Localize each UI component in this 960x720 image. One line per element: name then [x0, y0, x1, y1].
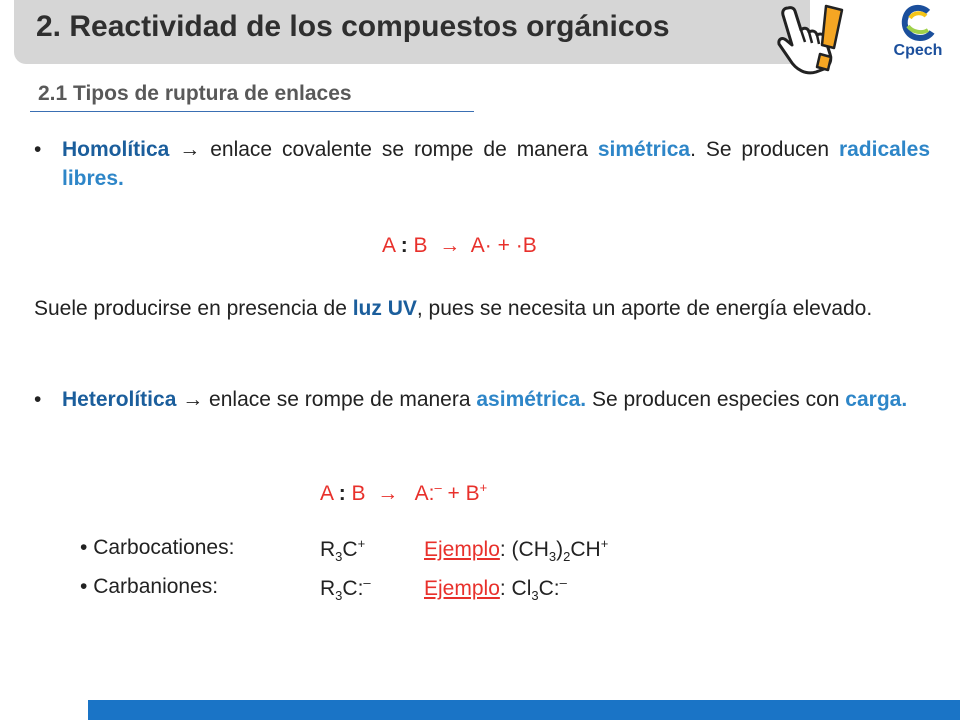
- logo-text: Cpech: [893, 42, 943, 59]
- heterolitica-arrow: →: [182, 388, 204, 411]
- ejemplo-link: Ejemplo: [424, 577, 500, 600]
- eq1-colon: :: [400, 234, 408, 257]
- subtitle-divider: [30, 111, 474, 112]
- carbaniones-example: [424, 575, 567, 603]
- bullet-marker: •: [80, 575, 88, 598]
- example-sup: –: [559, 575, 567, 590]
- heterolitica-text1: enlace se rompe de manera: [203, 388, 477, 411]
- eq2-rhs-a: A:: [414, 482, 435, 505]
- footer-bar: [88, 700, 960, 720]
- formula-sub: 3: [335, 549, 343, 565]
- example-part: CH: [570, 538, 601, 561]
- carbaniones-formula: [320, 575, 371, 603]
- ejemplo-colon: :: [499, 538, 506, 561]
- heterolysis-equation: [320, 480, 487, 506]
- homolitica-arrow: →: [179, 138, 201, 161]
- heterolitica-text2: Se producen especies con: [586, 388, 846, 411]
- eq1-plus: +: [497, 234, 510, 257]
- carbocationes-row: [80, 536, 234, 560]
- eq2-plus-sup: +: [479, 480, 488, 495]
- bullet-marker: •: [34, 388, 42, 411]
- example-sup: +: [600, 536, 609, 551]
- eq2-minus: –: [434, 480, 442, 495]
- example-part: C:: [538, 577, 560, 600]
- heterolitica-highlight-asimetrica: asimétrica.: [476, 388, 587, 411]
- homolysis-equation: [382, 234, 537, 258]
- homolitica-text2: . Se producen: [690, 138, 839, 161]
- ejemplo-colon: :: [499, 577, 506, 600]
- uv-text2: , pues se necesita un aporte de energía elevado.: [416, 297, 873, 320]
- heterolitica-paragraph: [62, 385, 930, 414]
- bullet-marker: •: [34, 138, 42, 161]
- eq2-arrow: →: [377, 482, 399, 505]
- eq1-arrow: →: [439, 234, 461, 257]
- carbocationes-formula: [320, 536, 365, 564]
- carbocationes-example: [424, 536, 608, 564]
- eq2-colon: :: [338, 482, 346, 505]
- carbaniones-label: Carbaniones:: [93, 575, 219, 598]
- eq1-rhs-b: ·B: [515, 234, 537, 257]
- eq2-rhs-b: B: [465, 482, 480, 505]
- formula-sup: –: [363, 575, 371, 590]
- example-sub: 3: [531, 588, 539, 604]
- formula-c: C: [342, 538, 358, 561]
- homolitica-term: Homolítica: [62, 138, 170, 161]
- section-subtitle: 2.1 Tipos de ruptura de enlaces: [38, 82, 352, 105]
- homolitica-paragraph: [62, 135, 930, 193]
- uv-text1: Suele producirse en presencia de: [34, 297, 353, 320]
- example-part: (CH: [505, 538, 549, 561]
- formula-c: C:: [342, 577, 364, 600]
- example-part: Cl: [505, 577, 532, 600]
- homolitica-highlight-radicales: radicales libres.: [62, 138, 931, 190]
- carbocationes-label: Carbocationes:: [93, 536, 235, 559]
- example-sub: 3: [548, 549, 557, 565]
- logo-mark-icon: [888, 4, 948, 44]
- formula-sup: +: [357, 536, 366, 551]
- slide-title: 2. Reactividad de los compuestos orgánicos: [36, 10, 670, 43]
- carbaniones-row: [80, 575, 218, 599]
- eq1-b: B: [413, 234, 428, 257]
- eq2-plus: +: [447, 482, 460, 505]
- uv-paragraph: [34, 294, 930, 323]
- eq1-rhs-a: A·: [470, 234, 492, 257]
- formula-r: R: [320, 577, 336, 600]
- heterolitica-highlight-carga: carga.: [845, 388, 908, 411]
- ejemplo-link: Ejemplo: [424, 538, 500, 561]
- uv-highlight: luz UV: [352, 297, 417, 320]
- example-sub: 2: [563, 549, 571, 565]
- eq2-a: A: [320, 482, 333, 505]
- eq2-b: B: [351, 482, 366, 505]
- bullet-marker: •: [80, 536, 88, 559]
- homolitica-highlight-simetrica: simétrica: [597, 138, 691, 161]
- formula-sub: 3: [335, 588, 343, 604]
- eq1-a: A: [382, 234, 395, 257]
- homolitica-text1: enlace covalente se rompe de manera: [200, 138, 598, 161]
- heterolitica-term: Heterolítica: [62, 388, 177, 411]
- cpech-logo: [888, 4, 948, 62]
- formula-r: R: [320, 538, 336, 561]
- example-part: ): [556, 538, 564, 561]
